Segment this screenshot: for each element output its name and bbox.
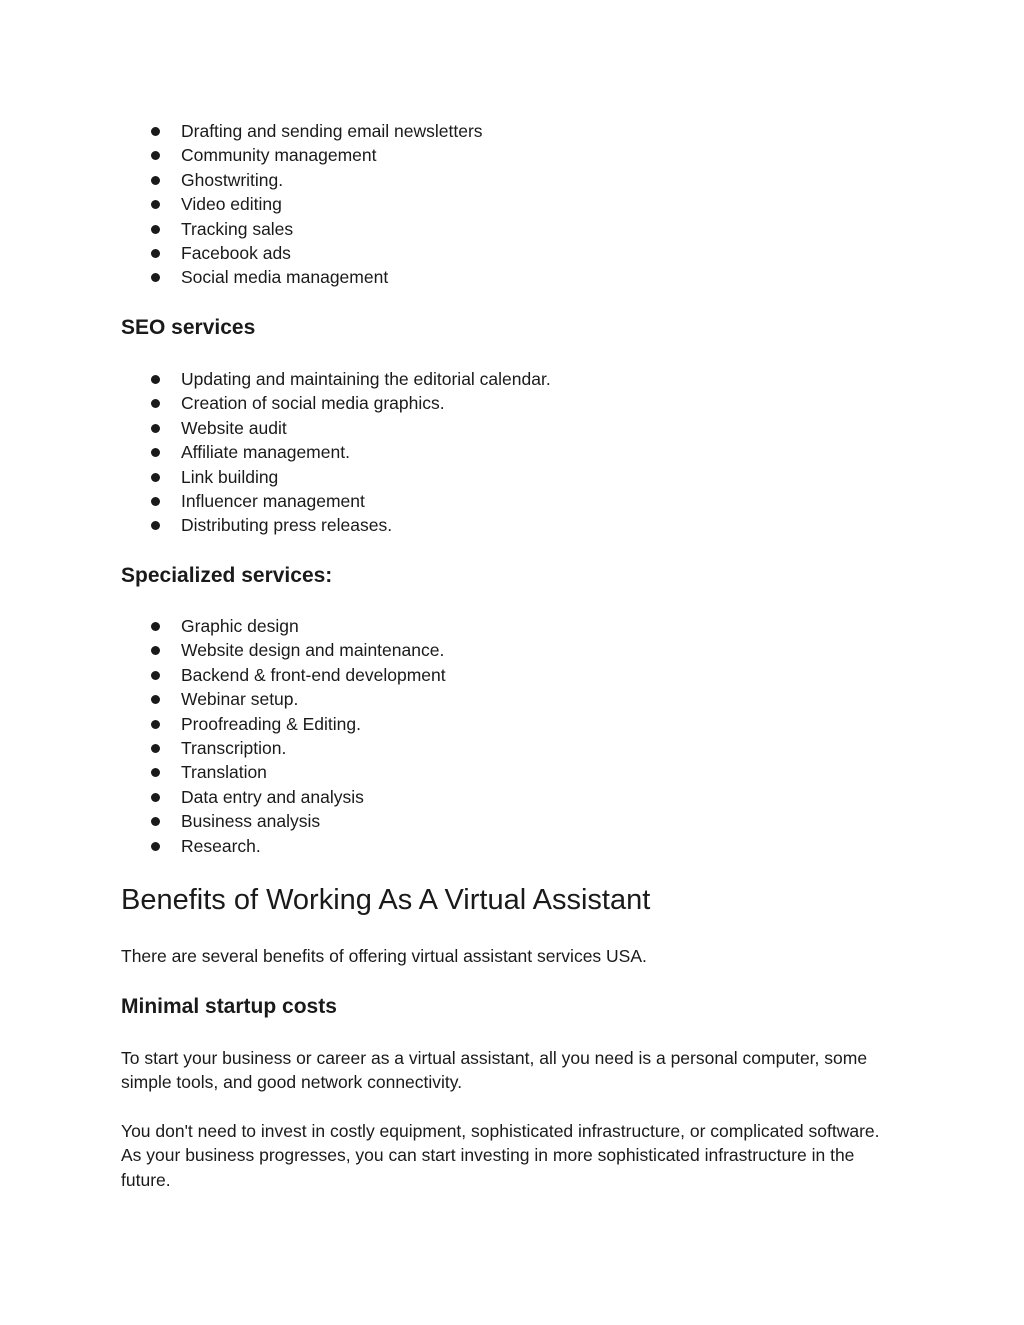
list-item xyxy=(121,143,483,167)
list-item xyxy=(121,465,551,489)
bullet-icon xyxy=(151,744,160,753)
bullet-icon xyxy=(151,176,160,185)
list-item-text: Video editing xyxy=(181,194,282,215)
list-item-text: Link building xyxy=(181,466,279,487)
bullet-icon xyxy=(151,273,160,282)
list-item-text: Website design and maintenance. xyxy=(181,640,445,661)
list-item-text: Tracking sales xyxy=(181,218,294,239)
bullet-icon xyxy=(151,793,160,802)
list-item xyxy=(121,712,446,736)
minimal-startup-costs-heading: Minimal startup costs xyxy=(121,995,337,1018)
bullet-icon xyxy=(151,768,160,777)
list-item-text: Research. xyxy=(181,835,261,856)
benefits-intro-paragraph: There are several benefits of offering virtual assistant services USA. xyxy=(121,946,647,966)
specialized-services-heading: Specialized services: xyxy=(121,564,333,587)
list-item xyxy=(121,809,446,833)
list-item-text: Creation of social media graphics. xyxy=(181,393,445,414)
list-item xyxy=(121,736,446,760)
bullet-icon xyxy=(151,842,160,851)
list-item-text: Ghostwriting. xyxy=(181,169,284,190)
bullet-icon xyxy=(151,249,160,258)
bullet-icon xyxy=(151,497,160,506)
list-item-text: Transcription. xyxy=(181,738,287,759)
list-item xyxy=(121,663,446,687)
bullet-icon xyxy=(151,399,160,408)
startup-paragraph-1: To start your business or career as a virtual assistant, all you need is a personal computer, some simple tools, and good network connectivity. xyxy=(121,1048,868,1093)
seo-services-heading: SEO services xyxy=(121,316,256,339)
list-item xyxy=(121,119,483,143)
bullet-icon xyxy=(151,521,160,530)
bullet-icon xyxy=(151,225,160,234)
list-item xyxy=(121,367,551,391)
marketing-services-list xyxy=(121,119,483,290)
list-item-text: Proofreading & Editing. xyxy=(181,713,361,734)
list-item xyxy=(121,391,551,415)
seo-services-list xyxy=(121,367,551,538)
list-item-text: Facebook ads xyxy=(181,243,291,264)
list-item xyxy=(121,192,483,216)
list-item-text: Website audit xyxy=(181,417,287,438)
list-item-text: Webinar setup. xyxy=(181,689,299,710)
list-item xyxy=(121,760,446,784)
list-item-text: Affiliate management. xyxy=(181,442,350,463)
bullet-icon xyxy=(151,671,160,680)
list-item xyxy=(121,489,551,513)
bullet-icon xyxy=(151,151,160,160)
bullet-icon xyxy=(151,375,160,384)
list-item xyxy=(121,638,446,662)
list-item xyxy=(121,217,483,241)
list-item xyxy=(121,168,483,192)
list-item-text: Translation xyxy=(181,762,267,783)
bullet-icon xyxy=(151,720,160,729)
list-item-text: Data entry and analysis xyxy=(181,786,364,807)
list-item-text: Updating and maintaining the editorial calendar. xyxy=(181,369,551,389)
bullet-icon xyxy=(151,473,160,482)
specialized-services-list xyxy=(121,614,446,858)
list-item xyxy=(121,440,551,464)
benefits-heading: Benefits of Working As A Virtual Assistant xyxy=(121,884,651,916)
bullet-icon xyxy=(151,127,160,136)
bullet-icon xyxy=(151,817,160,826)
list-item xyxy=(121,265,483,289)
list-item xyxy=(121,416,551,440)
list-item xyxy=(121,687,446,711)
bullet-icon xyxy=(151,200,160,209)
bullet-icon xyxy=(151,695,160,704)
list-item xyxy=(121,785,446,809)
startup-paragraph-2: You don't need to invest in costly equipment, sophisticated infrastructure, or complicated software. As your business progresses, you can start investing in more sophisticated infrastructure in the future. xyxy=(121,1121,880,1190)
list-item xyxy=(121,241,483,265)
bullet-icon xyxy=(151,448,160,457)
list-item-text: Social media management xyxy=(181,267,389,288)
bullet-icon xyxy=(151,424,160,433)
list-item xyxy=(121,834,446,858)
list-item-text: Drafting and sending email newsletters xyxy=(181,121,483,141)
list-item xyxy=(121,513,551,537)
list-item-text: Distributing press releases. xyxy=(181,515,393,536)
list-item-text: Graphic design xyxy=(181,616,299,636)
bullet-icon xyxy=(151,622,160,631)
list-item xyxy=(121,614,446,638)
list-item-text: Business analysis xyxy=(181,811,321,832)
list-item-text: Community management xyxy=(181,145,377,166)
list-item-text: Backend & front-end development xyxy=(181,664,446,685)
bullet-icon xyxy=(151,646,160,655)
list-item-text: Influencer management xyxy=(181,491,365,512)
